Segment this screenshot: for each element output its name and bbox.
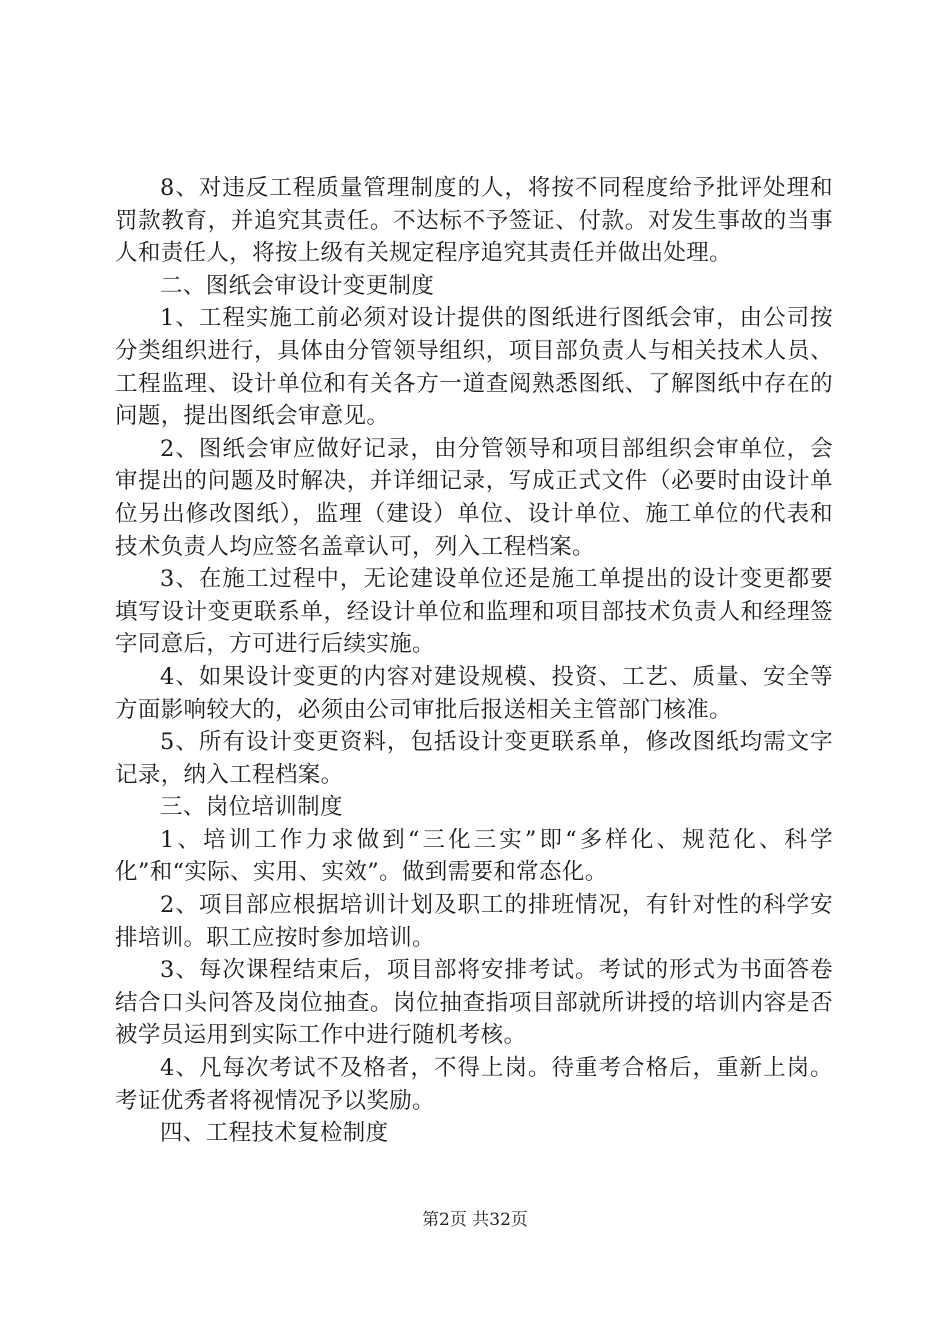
paragraph-item-8-penalty: 8、对违反工程质量管理制度的人，将按不同程度给予批评处理和罚款教育，并追究其责任。不达标不予签证、付款。对发生事故的当事人和责任人，将按上级有关规定程序追究其责任并做出处理。: [115, 175, 833, 267]
document-body: [115, 172, 833, 1150]
paragraph-drawing-review-2: 2、图纸会审应做好记录，由分管领导和项目部组织会审单位，会审提出的问题及时解决，并详细记录，写成正式文件（必要时由设计单位另出修改图纸），监理（建设）单位、设计单位、施工单位的代表和技术负责人均应签名盖章认可，列入工程档案。: [115, 435, 833, 560]
section-heading-training: 三、岗位培训制度: [160, 794, 343, 821]
paragraph-training-1: 1、培训工作力求做到“三化三实”即“多样化、规范化、科学化”和“实际、实用、实效”。做到需要和常态化。: [115, 826, 833, 886]
paragraph-drawing-review-1: 1、工程实施工前必须对设计提供的图纸进行图纸会审，由公司按分类组织进行，具体由分管领导组织，项目部负责人与相关技术人员、工程监理、设计单位和有关各方一道查阅熟悉图纸、了解图纸中存在的问题，提出图纸会审意见。: [115, 305, 833, 430]
section-heading-technical-recheck: 四、工程技术复检制度: [160, 1120, 389, 1147]
paragraph-training-2: 2、项目部应根据培训计划及职工的排班情况，有针对性的科学安排培训。职工应按时参加培训。: [115, 892, 833, 951]
paragraph-training-4: 4、凡每次考试不及格者，不得上岗。待重考合格后，重新上岗。考证优秀者将视情况予以奖励。: [115, 1055, 833, 1114]
section-heading-drawing-review: 二、图纸会审设计变更制度: [160, 272, 435, 299]
page-number-footer: 第2页 共32页: [422, 1210, 528, 1230]
paragraph-design-change-5: 5、所有设计变更资料，包括设计变更联系单，修改图纸均需文字记录，纳入工程档案。: [115, 729, 833, 788]
paragraph-training-3: 3、每次课程结束后，项目部将安排考试。考试的形式为书面答卷结合口头问答及岗位抽查。岗位抽查指项目部就所讲授的培训内容是否被学员运用到实际工作中进行随机考核。: [115, 957, 833, 1049]
paragraph-design-change-4: 4、如果设计变更的内容对建设规模、投资、工艺、质量、安全等方面影响较大的，必须由公司审批后报送相关主管部门核准。: [115, 663, 833, 723]
paragraph-design-change-3: 3、在施工过程中，无论建设单位还是施工单提出的设计变更都要填写设计变更联系单，经设计单位和监理和项目部技术负责人和经理签字同意后，方可进行后续实施。: [115, 566, 833, 658]
